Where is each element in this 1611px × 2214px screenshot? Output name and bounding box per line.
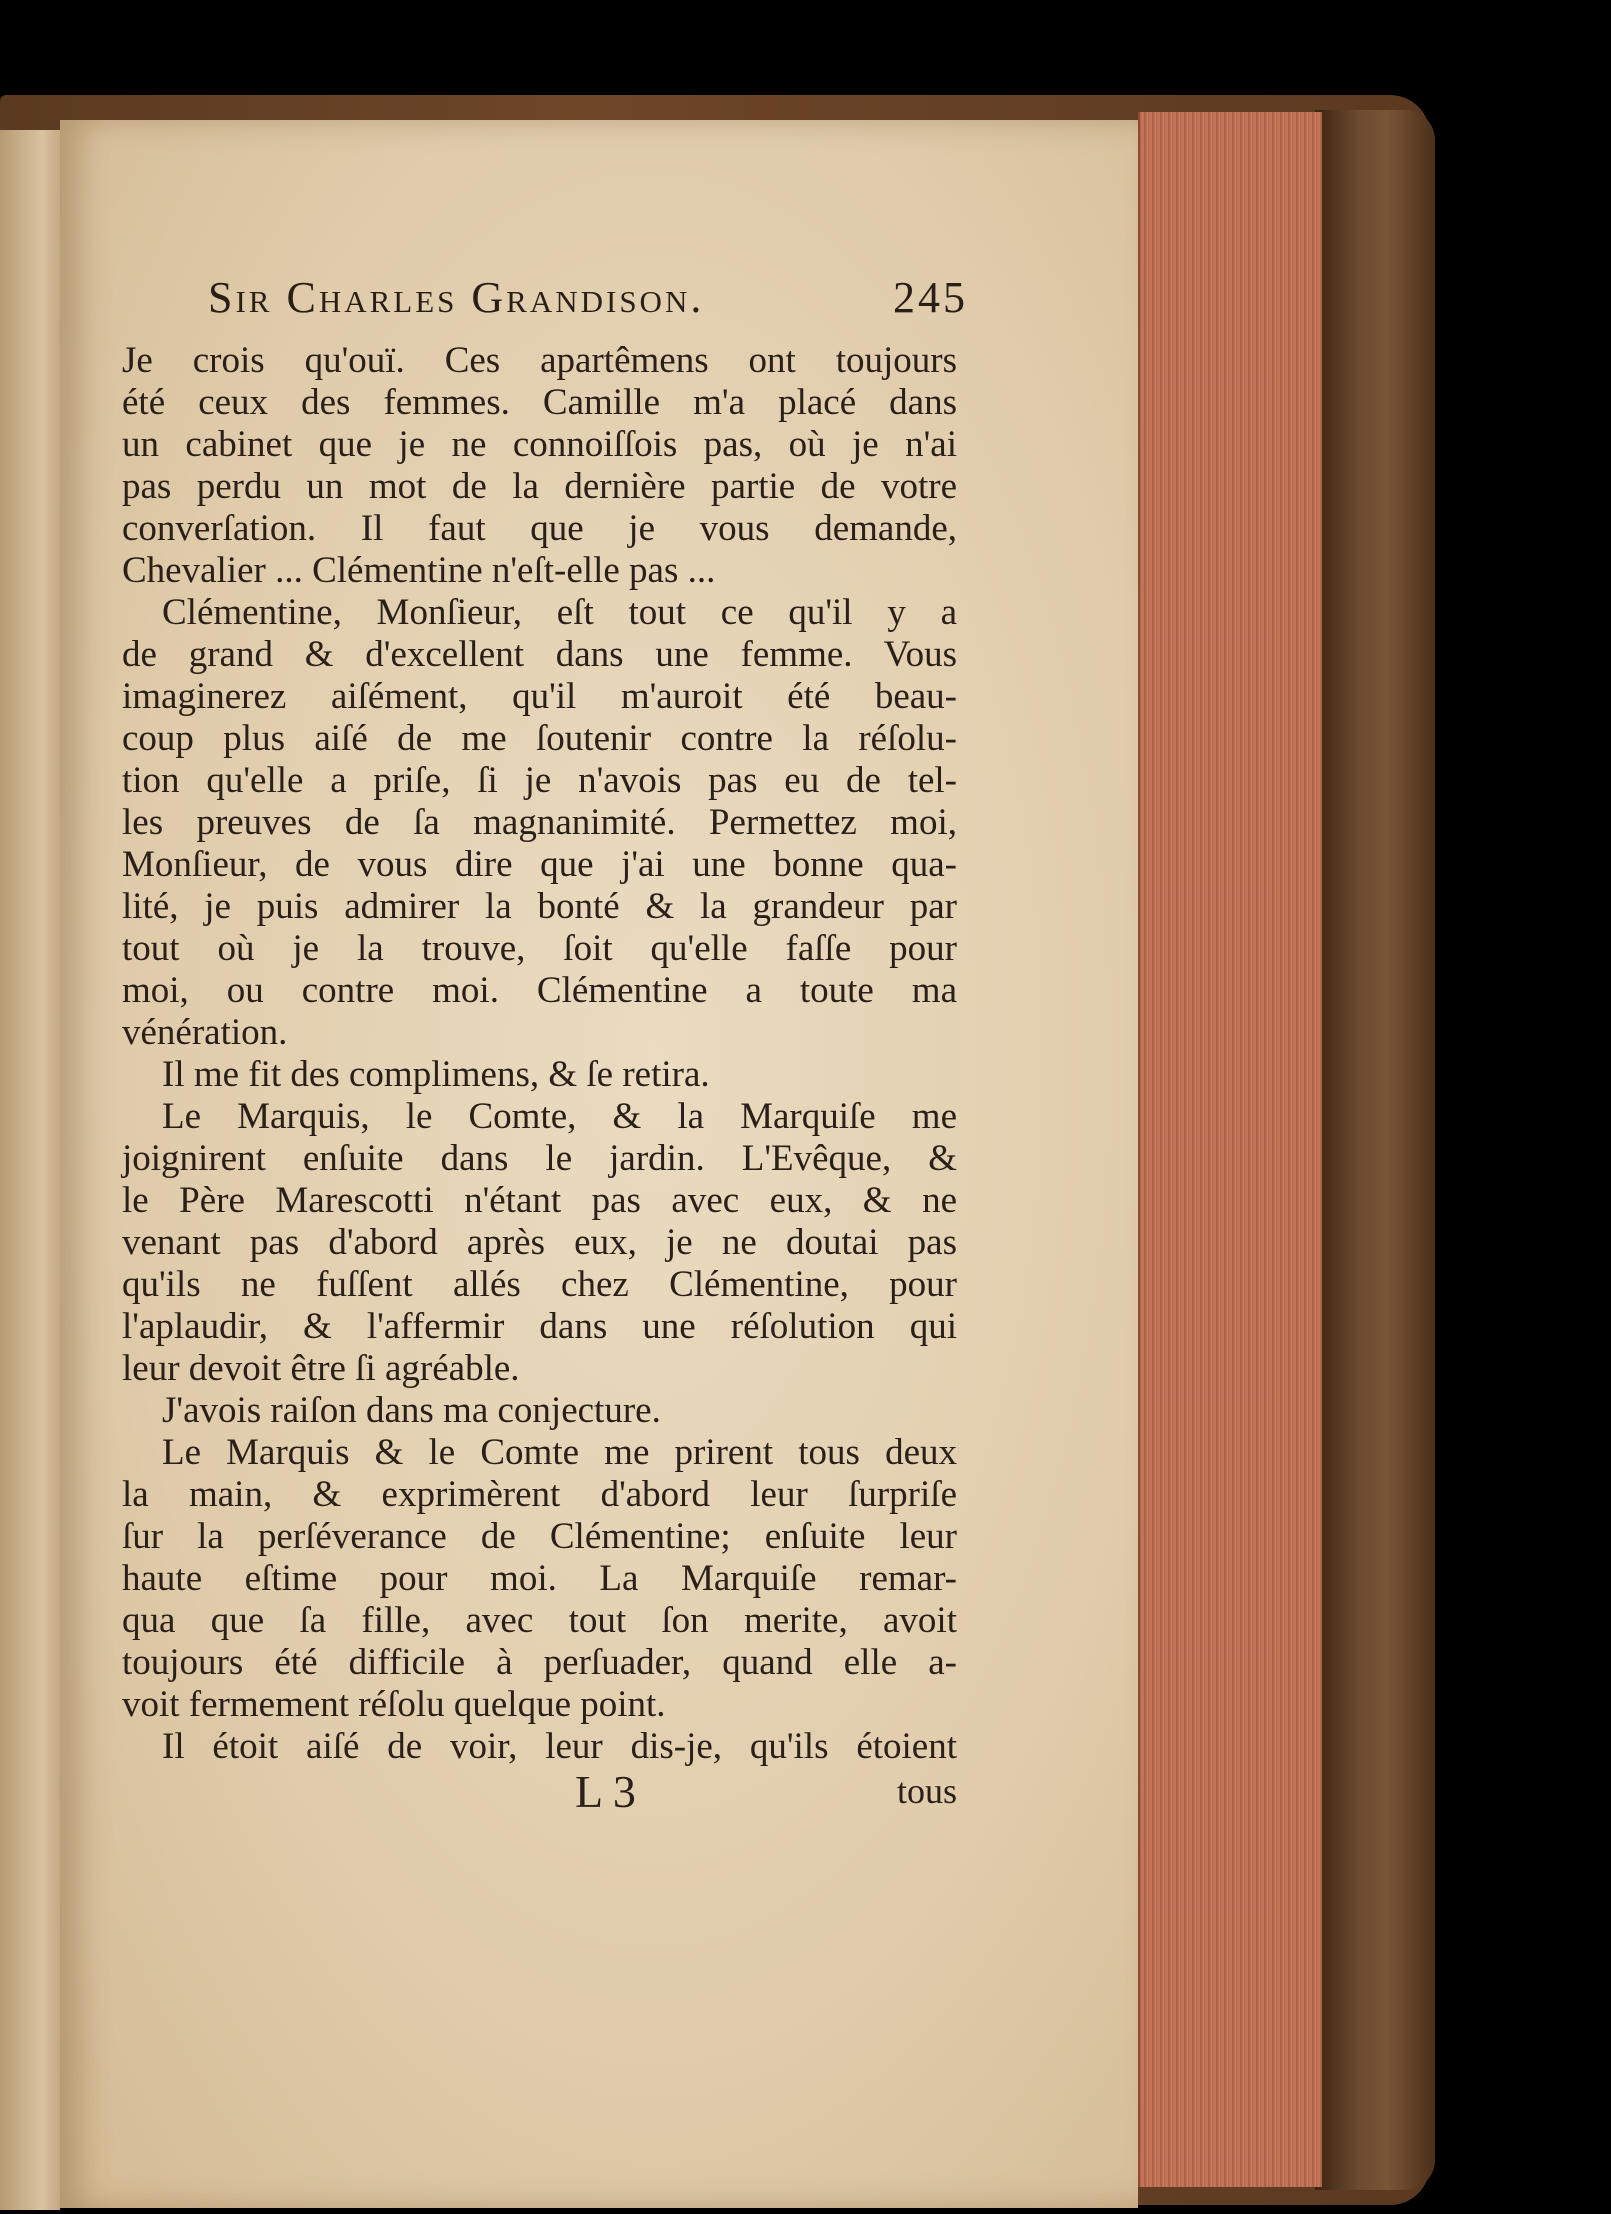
text-line: Il me fit des complimens, & ſe retira. [162, 1054, 710, 1095]
book-back-cover [1315, 110, 1435, 2190]
running-title: Sir Charles Grandison. [208, 273, 705, 322]
text-line: Monſieur, de vous dire que j'ai une bonne qua- [122, 844, 957, 885]
text-line: lité, je puis admirer la bonté & la grandeur par [122, 886, 957, 927]
text-line: le Père Marescotti n'étant pas avec eux, & ne [122, 1180, 957, 1221]
text-line: toujours été difficile à perſuader, quand elle a- [122, 1642, 957, 1683]
text-line: imaginerez aiſément, qu'il m'auroit été beau- [122, 676, 957, 717]
text-line: tout où je la trouve, ſoit qu'elle faſſe pour [122, 928, 957, 969]
page-edges-red [1138, 112, 1322, 2187]
text-line: les preuves de ſa magnanimité. Permettez moi, [122, 802, 957, 843]
text-line: Le Marquis, le Comte, & la Marquiſe me [162, 1096, 957, 1137]
text-line: qu'ils ne fuſſent allés chez Clémentine, pour [122, 1264, 957, 1305]
text-line: coup plus aiſé de me ſoutenir contre la réſolu- [122, 718, 957, 759]
text-line: venant pas d'abord après eux, je ne doutai pas [122, 1222, 957, 1263]
text-line: converſation. Il faut que je vous demande, [122, 508, 957, 549]
text-line: pas perdu un mot de la dernière partie de votre [122, 466, 957, 507]
text-line: voit fermement réſolu quelque point. [122, 1684, 666, 1725]
text-line: moi, ou contre moi. Clémentine a toute ma [122, 970, 957, 1011]
running-header [208, 272, 968, 332]
text-line: l'aplaudir, & l'affermir dans une réſolution qui [122, 1306, 957, 1347]
text-line: joignirent enſuite dans le jardin. L'Evêque, & [122, 1138, 957, 1179]
text-line: Il étoit aiſé de voir, leur dis-je, qu'ils étoient [162, 1726, 957, 1767]
text-line: tion qu'elle a priſe, ſi je n'avois pas eu de tel- [122, 760, 957, 801]
text-line: la main, & exprimèrent d'abord leur ſurpriſe [122, 1474, 957, 1515]
signature-mark: L 3 [575, 1766, 636, 1817]
text-line: Chevalier ... Clémentine n'eſt-elle pas ... [122, 550, 716, 591]
text-line: un cabinet que je ne connoiſſois pas, où je n'ai [122, 424, 957, 465]
text-line: été ceux des femmes. Camille m'a placé dans [122, 382, 957, 423]
text-line: qua que ſa fille, avec tout ſon merite, avoit [122, 1600, 957, 1641]
page-number: 245 [893, 273, 968, 322]
text-line: leur devoit être ſi agréable. [122, 1348, 520, 1389]
text-line: Le Marquis & le Comte me prirent tous deux [162, 1432, 957, 1473]
text-line: vénération. [122, 1012, 288, 1053]
gutter-facing-page [0, 130, 60, 2210]
text-line: de grand & d'excellent dans une femme. Vous [122, 634, 957, 675]
text-line: Clémentine, Monſieur, eſt tout ce qu'il y a [162, 592, 957, 633]
body-text [122, 340, 957, 1768]
text-line: ſur la perſéverance de Clémentine; enſuite leur [122, 1516, 957, 1557]
text-line: Je crois qu'ouï. Ces apartêmens ont toujours [122, 340, 957, 381]
text-line: J'avois raiſon dans ma conjecture. [162, 1390, 661, 1431]
catchword: tous [897, 1771, 958, 1811]
text-line: haute eſtime pour moi. La Marquiſe remar- [122, 1558, 957, 1599]
